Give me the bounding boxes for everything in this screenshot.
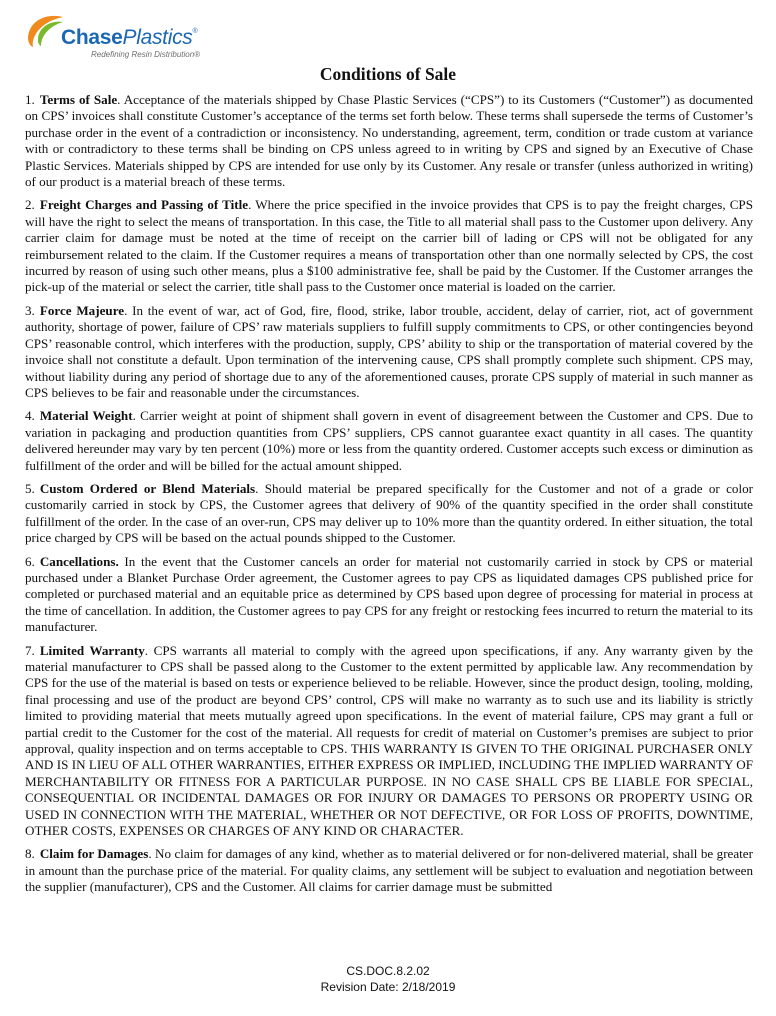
clause-number: 7. [25, 642, 35, 658]
clause-material-weight [25, 408, 753, 474]
clause-heading: Custom Ordered or Blend Materials [39, 480, 256, 496]
clause-text: . No claim for damages of any kind, whether as to material delivered or for non-delivered material, shall be greater in amount than the purchase price of the material. For quality claims, any settlement will be subject to evaluation and negotiation between the supplier (manufacturer), CPS and the Customer. All claims for carrier damage must be submitted [25, 846, 753, 895]
clause-number: 2. [25, 197, 35, 213]
clause-heading: Cancellations. [39, 553, 119, 569]
brand-italic: Plastics [122, 26, 193, 49]
clause-number: 3. [25, 302, 35, 318]
clause-freight-charges [25, 197, 753, 295]
clause-text: . CPS warrants all material to comply with the agreed upon specifications, if any. Any warranty given by the material manufacturer to CPS shall be passed along to the Customer to the extent permitted by applicable law. Any recommendation by CPS for the use of the material is based on tests or experience believed to be reliable. However, since the product design, tooling, molding, final processing and use of the product are beyond CPS’ control, CPS will make no warranty as to such use and its liability is strictly limited to providing material that meets mutually agreed upon specifications. In the event of material failure, CPS may grant a full or partial credit to the Customer for the cost of the material. All requests for credit of material on Customer’s premises are subject to prior approval, quality inspection and on terms acceptable to CPS. THIS WARRANTY IS GIVEN TO THE ORIGINAL PURCHASER ONLY AND IS IN LIEU OF ALL OTHER WARRANTIES, EITHER EXPRESS OR IMPLIED, INCLUDING THE IMPLIED WARRANTY OF MERCHANTABILITY OR FITNESS FOR A PARTICULAR PURPOSE. IN NO CASE SHALL CPS BE LIABLE FOR SPECIAL, CONSEQUENTIAL OR INCIDENTAL DAMAGES OR FOR INJURY OR DAMAGES TO PERSONS OR PROPERTY USING OR USED IN CONNECTION WITH THE MATERIAL, WHETHER OR NOT DEFECTIVE, OR FOR LOSS OF PROFITS, DOWNTIME, OTHER COSTS, EXPENSES OR CHARGES OF ANY KIND OR CHARACTER. [25, 642, 753, 839]
revision-date: Revision Date: 2/18/2019 [320, 980, 456, 994]
registered-mark: ® [192, 28, 198, 35]
clause-custom-ordered [25, 481, 753, 547]
clause-text: . Where the price specified in the invoice provides that CPS is to pay the freight charges, CPS will have the right to select the means of transportation. In this case, the Title to all material shall pass to the Customer upon delivery. Any carrier claim for damage must be noted at the time of receipt on the carrier bill of lading or CPS will not be obligated for any reimbursement related to the claim. If the Customer requires a means of transportation other than one normally selected by CPS, the cost incurred by reason of using such other means, plus a $100 administrative fee, shall be paid by the Customer. If the Customer arranges the pick-up of the material or select the carrier, title shall pass to the Customer once material is loaded on the carrier. [25, 197, 753, 295]
document-body [25, 92, 753, 903]
brand-bold: Chase [61, 26, 123, 49]
clause-number: 6. [25, 553, 35, 569]
clause-heading: Material Weight [39, 408, 133, 424]
brand-name [61, 26, 197, 50]
clause-heading: Limited Warranty [39, 642, 145, 658]
clause-heading: Force Majeure [39, 302, 125, 318]
brand-tagline: Redefining Resin Distribution® [91, 50, 201, 59]
clause-number: 5. [25, 480, 35, 496]
document-id: CS.DOC.8.2.02 [346, 964, 430, 978]
clause-terms-of-sale [25, 92, 753, 190]
clause-heading: Claim for Damages [39, 846, 149, 862]
clause-text: . Acceptance of the materials shipped by Chase Plastic Services (“CPS”) to its Customers (“Customer”) as documented on CPS’ invoices shall constitute Customer’s acceptance of the terms set forth below. These terms shall supersede the terms of Customer’s purchase order in the event of a contradiction or inconsistency. No understanding, agreement, term, condition or trade custom at variance with or contradictory to these terms shall be binding on CPS unless agreed to in writing by CPS and signed by an Executive of Chase Plastic Services. Materials shipped by CPS are intended for use only by its Customer. Any resale or transfer (unless authorized in writing) of our product is a material breach of these terms. [25, 92, 753, 190]
clause-number: 1. [25, 92, 35, 107]
clause-number: 4. [25, 408, 35, 424]
clause-text: . In the event of war, act of God, fire, flood, strike, labor trouble, accident, delay of carrier, riot, act of government authority, shortage of power, failure of CPS’ raw materials suppliers to fulfill supply commitments to CPS, or other contingencies beyond CPS’ reasonable control, which interferes with the production, supply, CPS’ ability to ship or the transportation of material covered by the invoice shall not constitute a default. Upon termination of the intervening cause, CPS shall promptly complete such shipment. CPS may, without liability during any period of shortage due to any of the aforementioned causes, prorate CPS supply of material in such manner as CPS believes to be fair and reasonable under the circumstances. [25, 302, 753, 400]
page-footer [0, 963, 776, 995]
swoosh-icon [25, 14, 65, 48]
clause-cancellations [25, 554, 753, 636]
clause-limited-warranty [25, 643, 753, 840]
page-title: Conditions of Sale [319, 64, 457, 84]
clause-number: 8. [25, 846, 35, 862]
company-logo [25, 12, 265, 64]
clause-heading: Freight Charges and Passing of Title [39, 197, 249, 213]
clause-text: In the event that the Customer cancels an order for material not customarily carried in stock by CPS or material purchased under a Blanket Purchase Order agreement, the Customer agrees to pay CPS as liquidated damages CPS published price for completed or purchased material and an equitable price as determined by CPS based upon degree of processing for material in process at the time of cancellation. In addition, the Customer agrees to pay CPS for any freight or restocking fees incurred to return the material to its manufacturer. [25, 553, 753, 635]
clause-claim-for-damages [25, 846, 753, 895]
clause-text: . Should material be prepared specifically for the Customer and not of a grade or color customarily carried in stock by CPS, the Customer agrees that delivery of 90% of the quantity specified in the order shall constitute fulfillment of the order. In the case of an over-run, CPS may deliver up to 10% more than the quantity ordered. In either situation, the total price charged by CPS will be based on the actual pounds shipped to the Customer. [25, 480, 753, 546]
clause-text: . Carrier weight at point of shipment shall govern in event of disagreement between the Customer and CPS. Due to variation in packaging and production quantities from CPS’ suppliers, CPS cannot guarantee exact quantity in all cases. The quantity delivered hereunder may vary by ten percent (10%) more or less from the quantity ordered. Customer accepts such excess or diminution as fulfillment of the order and will be billed for the actual amount shipped. [25, 408, 753, 473]
clause-force-majeure [25, 303, 753, 401]
clause-heading: Terms of Sale [39, 92, 118, 107]
